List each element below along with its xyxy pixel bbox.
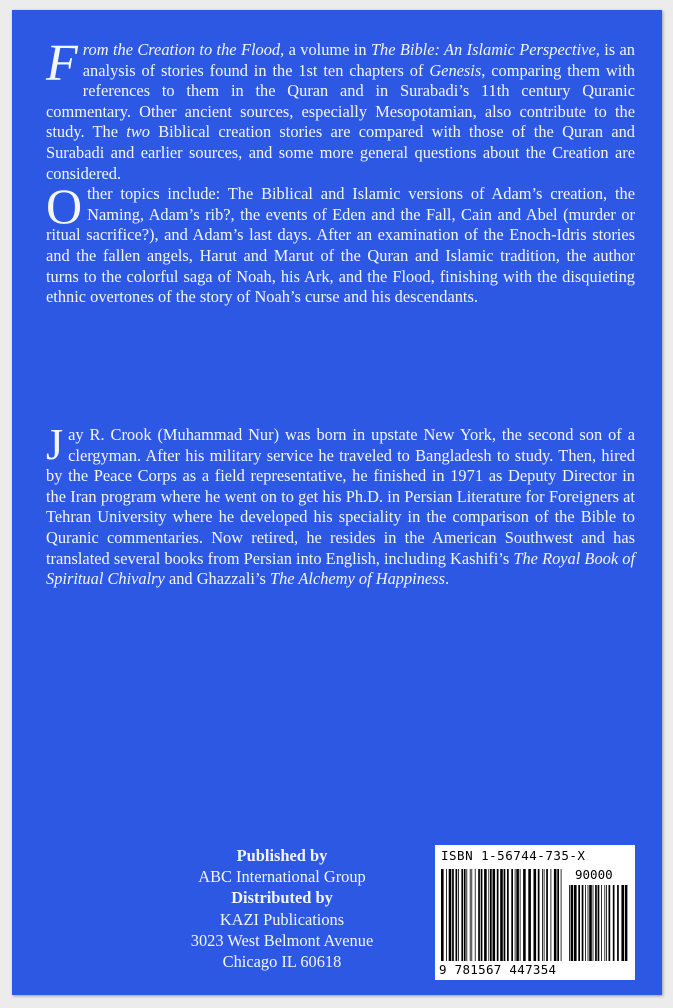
isbn-barcode xyxy=(435,845,635,980)
bio-text: . xyxy=(444,569,450,589)
description-text: ther topics include: The Biblical and Islamic versions of Adam’s creation, the Naming, Adam’s rib?, the events of Eden and the Fall, Cain and Abel (murder or ritual sacrifice?), and Adam’s last days. After an examination of the Enoch-Idris stories and the fallen angels, Harut and Marut of the Quran and Islamic tradition, the author turns to the colorful saga of Noah, his Ark, and the Flood, finishing with the disquieting ethnic overtones of the story of Noah’s curse and his descendants. xyxy=(46,184,635,307)
ean-barcode-bars xyxy=(441,869,565,961)
description-text: , comparing them with references to them in the Quran and in Surabadi’s 11th century Quranic commentary. Other ancient sources, especially Mesopotamian, also contribute to the study. The xyxy=(46,60,635,142)
distributed-by-label: Distributed by xyxy=(231,888,333,908)
alchemy-title: The Alchemy of Happiness xyxy=(269,569,445,589)
publisher-name: ABC International Group xyxy=(198,867,366,887)
author-bio xyxy=(46,420,635,590)
isbn-label: ISBN 1-56744-735-X xyxy=(441,848,586,863)
drop-cap-o: O xyxy=(46,178,83,235)
genesis-text: Genesis xyxy=(429,60,482,80)
description-text: a volume in xyxy=(284,40,371,59)
publisher-block xyxy=(157,845,407,972)
royal-book-title: The Royal Book of Spiritual Chivalry xyxy=(46,548,635,589)
series-title-text: The Bible: An Islamic Perspective xyxy=(370,40,596,59)
description-paragraph-2 xyxy=(46,178,635,308)
drop-cap-j: J xyxy=(46,420,64,469)
bio-text: ay R. Crook (Muhammad Nur) was born in upstate New York, the second son of a clergyman. After his military service he traveled to Bangladesh to study. Then, hired by the Peace Corps as a field representative, he finished in 1971 as Deputy Director in the Iran program where he went on to get his Ph.D. in Persian Literature for Foreigners at Tehran University where he developed his speciality in the comparison of the Bible to Quranic commentaries. Now retired, he resides in the American Southwest and has translated several books from Persian into English, including Kashifi’s xyxy=(46,425,635,568)
back-cover xyxy=(12,10,662,995)
distributor-name: KAZI Publications xyxy=(219,909,345,929)
description-text: , is an analysis of stories found in the 1st ten chapters of xyxy=(82,40,635,80)
ean-number: 9 781567 447354 xyxy=(439,962,557,977)
addon-number: 90000 xyxy=(575,867,613,882)
bio-paragraph xyxy=(46,420,635,590)
description-paragraph-1 xyxy=(46,35,635,184)
book-title-text: rom the Creation to the Flood, xyxy=(82,40,285,59)
addon-barcode-bars xyxy=(569,885,629,961)
address-line-1: 3023 West Belmont Avenue xyxy=(190,930,374,950)
book-description xyxy=(46,35,635,308)
two-text: two xyxy=(126,122,150,142)
bio-text: and Ghazzali’s xyxy=(164,569,270,589)
address-line-2: Chicago IL 60618 xyxy=(222,952,342,972)
drop-cap-f: F xyxy=(46,35,78,92)
description-text: Biblical creation stories are compared with those of the Quran and Surabadi and earlier sources, and some more general questions about the Creation are considered. xyxy=(46,122,635,183)
published-by-label: Published by xyxy=(236,846,328,865)
